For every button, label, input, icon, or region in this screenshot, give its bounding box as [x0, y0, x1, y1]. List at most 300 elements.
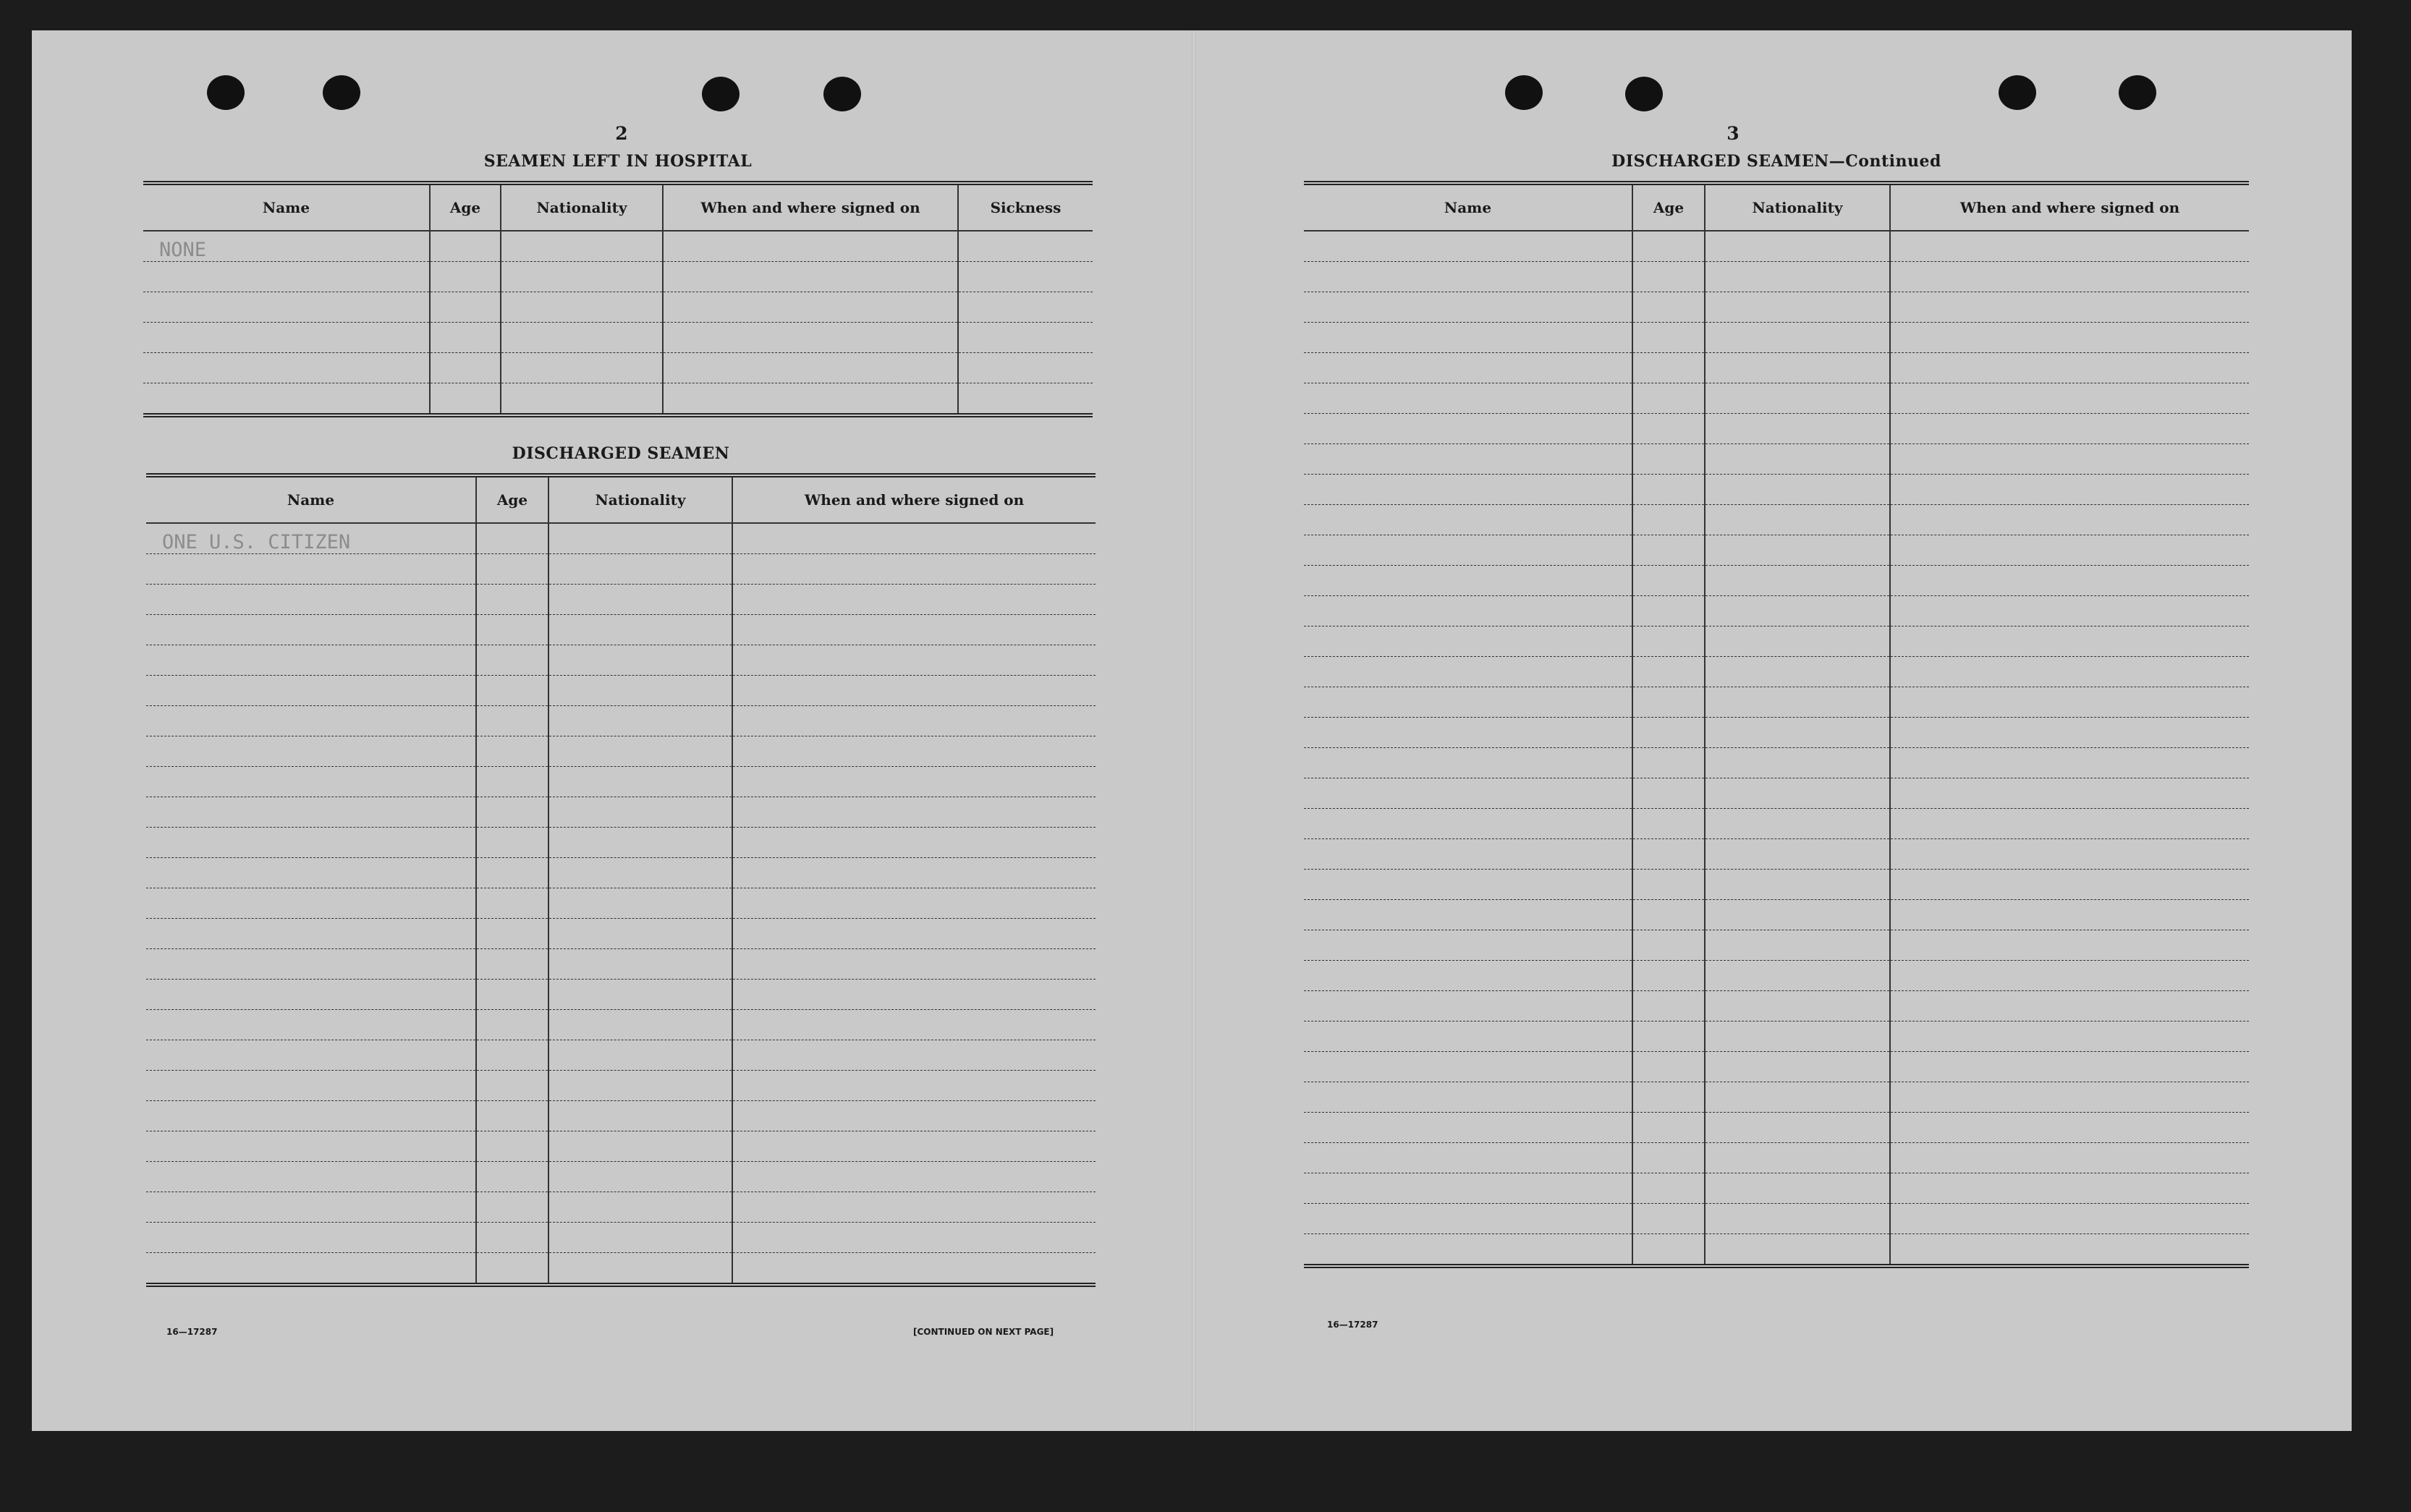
table-cell: [1705, 505, 1890, 535]
name-cell: [146, 736, 476, 767]
table-cell: [548, 1223, 732, 1253]
table-cell: [1890, 991, 2249, 1022]
table-row: [146, 858, 1096, 888]
table-row: [1304, 414, 2249, 444]
table-cell: [548, 797, 732, 828]
name-cell: [146, 1192, 476, 1223]
name-cell: [146, 919, 476, 949]
table-header-row: [143, 183, 1093, 231]
table-cell: [476, 706, 548, 736]
table-cell: [476, 858, 548, 888]
name-cell: [1304, 870, 1632, 900]
name-cell: [146, 888, 476, 919]
name-cell: [1304, 961, 1632, 991]
table-row: [146, 676, 1096, 706]
table-cell: [548, 858, 732, 888]
table-cell: [548, 767, 732, 797]
name-cell: [146, 676, 476, 706]
column-header-nationality: Nationality: [501, 183, 663, 231]
table-cell: [1705, 323, 1890, 353]
name-cell: [146, 554, 476, 585]
table-cell: [1705, 596, 1890, 627]
table-cell: [1890, 627, 2249, 657]
table-cell: [732, 1101, 1096, 1131]
name-cell: ONE U.S. CITIZEN: [146, 523, 476, 554]
table-cell: [1890, 930, 2249, 961]
name-cell: [146, 949, 476, 980]
name-cell: [146, 1071, 476, 1101]
table-row: [1304, 839, 2249, 870]
table-cell: [1705, 657, 1890, 687]
column-header-age: Age: [476, 475, 548, 523]
name-cell: [1304, 566, 1632, 596]
continued-table-body: [1304, 231, 2249, 1266]
table-row: [146, 736, 1096, 767]
table-cell: [1890, 535, 2249, 566]
discharged-section-title: DISCHARGED SEAMEN: [512, 444, 730, 463]
name-cell: [1304, 505, 1632, 535]
name-cell: [143, 323, 430, 353]
table-cell: [430, 231, 501, 262]
table-row: [1304, 1052, 2249, 1082]
table-cell: [476, 585, 548, 615]
column-header-sickness: Sickness: [958, 183, 1093, 231]
table-cell: [1632, 1173, 1705, 1204]
table-cell: [476, 1223, 548, 1253]
table-row: [1304, 1234, 2249, 1267]
table-cell: [1632, 323, 1705, 353]
column-header-name: Name: [1304, 183, 1632, 231]
table-cell: [548, 1131, 732, 1162]
table-cell: [1705, 748, 1890, 778]
table-cell: [476, 676, 548, 706]
table-row: [1304, 383, 2249, 414]
table-cell: [476, 949, 548, 980]
table-cell: [732, 828, 1096, 858]
name-cell: [1304, 1022, 1632, 1052]
table-cell: [663, 292, 958, 323]
table-cell: [476, 797, 548, 828]
table-row: [146, 919, 1096, 949]
table-row: [146, 1071, 1096, 1101]
table-cell: [958, 353, 1093, 383]
name-cell: [1304, 1173, 1632, 1204]
table-cell: [476, 1131, 548, 1162]
form-number: 16—17287: [1327, 1320, 1378, 1330]
table-cell: [1705, 778, 1890, 809]
discharged-table-body: [146, 523, 1096, 1285]
name-cell: [146, 615, 476, 645]
table-cell: [1632, 1143, 1705, 1173]
column-header-nationality: Nationality: [1705, 183, 1890, 231]
table-cell: [732, 1131, 1096, 1162]
table-cell: [663, 231, 958, 262]
name-cell: [1304, 930, 1632, 961]
name-cell: [1304, 596, 1632, 627]
table-cell: [476, 1040, 548, 1071]
table-cell: [732, 554, 1096, 585]
table-cell: [1890, 1022, 2249, 1052]
name-cell: [1304, 657, 1632, 687]
table-cell: [1890, 353, 2249, 383]
table-row: [143, 383, 1093, 416]
form-number: 16—17287: [166, 1327, 218, 1337]
table-row: [1304, 718, 2249, 748]
name-cell: [1304, 231, 1632, 262]
table-cell: [663, 353, 958, 383]
table-cell: [1632, 1234, 1705, 1267]
table-cell: [1705, 687, 1890, 718]
table-cell: [1705, 1204, 1890, 1234]
table-cell: [1705, 566, 1890, 596]
page-number: 2: [615, 123, 628, 144]
table-cell: [1890, 900, 2249, 930]
table-cell: [501, 353, 663, 383]
name-cell: [146, 1253, 476, 1286]
table-cell: [1705, 1082, 1890, 1113]
table-cell: [548, 554, 732, 585]
table-cell: [732, 1223, 1096, 1253]
table-cell: [1632, 748, 1705, 778]
name-cell: [146, 828, 476, 858]
table-row: [146, 585, 1096, 615]
name-cell: [1304, 1143, 1632, 1173]
table-cell: [1632, 505, 1705, 535]
table-cell: [1632, 262, 1705, 292]
table-cell: [430, 353, 501, 383]
table-cell: [1890, 748, 2249, 778]
table-cell: [732, 615, 1096, 645]
table-header-row: [146, 475, 1096, 523]
name-cell: [143, 262, 430, 292]
column-header-age: Age: [1632, 183, 1705, 231]
table-cell: [732, 767, 1096, 797]
table-cell: [1890, 687, 2249, 718]
table-cell: [1632, 292, 1705, 323]
table-row: [1304, 444, 2249, 475]
table-row: [1304, 1143, 2249, 1173]
name-cell: [146, 1040, 476, 1071]
table-cell: [1705, 262, 1890, 292]
table-row: [1304, 900, 2249, 930]
table-row: [1304, 475, 2249, 505]
table-cell: [548, 676, 732, 706]
name-cell: [1304, 323, 1632, 353]
table-cell: [548, 980, 732, 1010]
table-cell: [476, 919, 548, 949]
table-cell: [1890, 505, 2249, 535]
table-cell: [1890, 1052, 2249, 1082]
discharged-table: [146, 473, 1096, 1287]
table-cell: [476, 1162, 548, 1192]
table-cell: [476, 888, 548, 919]
table-cell: [501, 323, 663, 353]
table-cell: [1890, 1143, 2249, 1173]
table-cell: [663, 383, 958, 416]
name-cell: [146, 1010, 476, 1040]
table-cell: [1632, 839, 1705, 870]
table-cell: [1632, 444, 1705, 475]
document-sheet: [32, 30, 2352, 1431]
table-row: [1304, 566, 2249, 596]
name-cell: [146, 645, 476, 676]
name-cell: [1304, 383, 1632, 414]
table-cell: [1705, 535, 1890, 566]
table-cell: [1890, 657, 2249, 687]
discharged-continued-table: [1304, 181, 2249, 1268]
name-cell: [1304, 748, 1632, 778]
table-cell: [1890, 414, 2249, 444]
table-row: [146, 828, 1096, 858]
table-cell: [501, 292, 663, 323]
table-row: [1304, 778, 2249, 809]
continued-note: [CONTINUED ON NEXT PAGE]: [913, 1327, 1054, 1337]
table-cell: [1705, 991, 1890, 1022]
table-cell: [1890, 870, 2249, 900]
table-cell: [1705, 961, 1890, 991]
table-cell: [732, 980, 1096, 1010]
table-row: [1304, 292, 2249, 323]
table-cell: [1632, 1204, 1705, 1234]
table-cell: [1632, 596, 1705, 627]
title-suffix: —Continued: [1829, 152, 1941, 171]
table-cell: [1632, 627, 1705, 657]
table-cell: [476, 615, 548, 645]
table-row: [1304, 657, 2249, 687]
column-header-age: Age: [430, 183, 501, 231]
table-cell: [548, 1192, 732, 1223]
title-main: DISCHARGED SEAMEN: [1611, 152, 1829, 171]
table-row: [1304, 1022, 2249, 1052]
table-row: [146, 949, 1096, 980]
table-row: [146, 1101, 1096, 1131]
name-cell: [146, 706, 476, 736]
table-cell: [1890, 961, 2249, 991]
name-cell: [1304, 718, 1632, 748]
table-cell: [1705, 809, 1890, 839]
table-row: [146, 1223, 1096, 1253]
table-row: [1304, 353, 2249, 383]
table-cell: [1890, 231, 2249, 262]
table-cell: [1705, 353, 1890, 383]
column-header-signed-on: When and where signed on: [663, 183, 958, 231]
table-cell: [732, 1162, 1096, 1192]
table-cell: [548, 949, 732, 980]
table-cell: [1705, 231, 1890, 262]
table-cell: [476, 1071, 548, 1101]
name-cell: [146, 585, 476, 615]
name-cell: [146, 980, 476, 1010]
table-cell: [1632, 475, 1705, 505]
table-cell: [548, 1040, 732, 1071]
table-cell: [663, 323, 958, 353]
name-cell: [1304, 292, 1632, 323]
table-cell: [1890, 718, 2249, 748]
table-cell: [1890, 1204, 2249, 1234]
table-cell: [732, 585, 1096, 615]
table-cell: [1632, 1052, 1705, 1082]
table-cell: [548, 523, 732, 554]
table-cell: [1705, 1234, 1890, 1267]
table-cell: [732, 523, 1096, 554]
table-cell: [1890, 1113, 2249, 1143]
table-cell: [1632, 900, 1705, 930]
table-cell: [1632, 870, 1705, 900]
name-cell: [146, 1101, 476, 1131]
table-cell: [1632, 930, 1705, 961]
table-cell: [732, 919, 1096, 949]
page-number: 3: [1726, 123, 1740, 144]
table-cell: [1705, 1173, 1890, 1204]
table-row: [143, 353, 1093, 383]
table-cell: [1890, 262, 2249, 292]
table-header-row: [1304, 183, 2249, 231]
table-cell: [732, 1040, 1096, 1071]
table-cell: [430, 292, 501, 323]
name-cell: [1304, 991, 1632, 1022]
column-header-name: Name: [146, 475, 476, 523]
table-cell: [1705, 839, 1890, 870]
table-cell: [1705, 718, 1890, 748]
table-cell: [732, 888, 1096, 919]
table-row: [1304, 748, 2249, 778]
table-cell: [430, 323, 501, 353]
table-row: [1304, 930, 2249, 961]
table-cell: [1890, 323, 2249, 353]
table-cell: [548, 828, 732, 858]
hospital-table-body: [143, 231, 1093, 415]
table-row: [143, 323, 1093, 353]
table-cell: [476, 1192, 548, 1223]
column-header-signed-on: When and where signed on: [732, 475, 1096, 523]
table-cell: [732, 1071, 1096, 1101]
table-row: [143, 231, 1093, 262]
table-cell: [958, 231, 1093, 262]
table-cell: [1890, 809, 2249, 839]
table-cell: [732, 676, 1096, 706]
table-row: [1304, 627, 2249, 657]
column-header-name: Name: [143, 183, 430, 231]
table-row: [146, 615, 1096, 645]
table-row: [143, 262, 1093, 292]
table-cell: [1890, 778, 2249, 809]
table-row: [1304, 687, 2249, 718]
table-row: [146, 554, 1096, 585]
table-cell: [548, 1253, 732, 1286]
table-row: [1304, 505, 2249, 535]
table-cell: [1890, 292, 2249, 323]
table-row: [146, 1040, 1096, 1071]
table-cell: [732, 1010, 1096, 1040]
table-cell: [476, 828, 548, 858]
table-row: [146, 797, 1096, 828]
name-cell: [1304, 262, 1632, 292]
table-cell: [1632, 657, 1705, 687]
table-cell: [1632, 1113, 1705, 1143]
column-header-nationality: Nationality: [548, 475, 732, 523]
table-row: [1304, 1082, 2249, 1113]
table-cell: [1890, 839, 2249, 870]
table-cell: [476, 645, 548, 676]
name-cell: [1304, 1082, 1632, 1113]
table-row: [1304, 1113, 2249, 1143]
table-cell: [732, 736, 1096, 767]
name-cell: NONE: [143, 231, 430, 262]
hospital-section-title: SEAMEN LEFT IN HOSPITAL: [483, 152, 753, 171]
table-cell: [1705, 292, 1890, 323]
name-cell: [1304, 1113, 1632, 1143]
table-row: [146, 888, 1096, 919]
table-cell: [1890, 1173, 2249, 1204]
table-row: [146, 1162, 1096, 1192]
table-cell: [476, 980, 548, 1010]
table-cell: [663, 262, 958, 292]
table-cell: [1632, 414, 1705, 444]
table-cell: [1705, 870, 1890, 900]
name-cell: [1304, 444, 1632, 475]
table-cell: [1890, 383, 2249, 414]
table-cell: [1890, 596, 2249, 627]
table-cell: [732, 1253, 1096, 1286]
name-cell: [143, 383, 430, 416]
table-row: [146, 645, 1096, 676]
table-cell: [548, 1071, 732, 1101]
name-cell: [143, 292, 430, 323]
name-cell: [1304, 1204, 1632, 1234]
table-cell: [1632, 535, 1705, 566]
table-cell: [1632, 1082, 1705, 1113]
name-cell: [1304, 475, 1632, 505]
table-cell: [548, 615, 732, 645]
table-row: [146, 980, 1096, 1010]
table-row: [1304, 961, 2249, 991]
table-row: [1304, 870, 2249, 900]
table-row: [146, 1192, 1096, 1223]
table-cell: [1705, 1113, 1890, 1143]
name-cell: [1304, 414, 1632, 444]
table-row: [143, 292, 1093, 323]
table-cell: [548, 1162, 732, 1192]
table-cell: [1632, 383, 1705, 414]
table-cell: [732, 645, 1096, 676]
name-cell: [146, 1131, 476, 1162]
table-cell: [501, 231, 663, 262]
table-cell: [548, 645, 732, 676]
table-row: [1304, 231, 2249, 262]
table-row: [146, 706, 1096, 736]
table-cell: [1632, 991, 1705, 1022]
discharged-continued-title: [1304, 152, 2249, 171]
name-cell: [1304, 778, 1632, 809]
table-cell: [732, 1192, 1096, 1223]
table-cell: [476, 1101, 548, 1131]
table-cell: [1632, 687, 1705, 718]
table-cell: [958, 323, 1093, 353]
table-cell: [476, 523, 548, 554]
table-cell: [1705, 1022, 1890, 1052]
name-cell: [1304, 687, 1632, 718]
name-cell: [143, 353, 430, 383]
name-cell: [1304, 839, 1632, 870]
table-cell: [501, 262, 663, 292]
table-cell: [1705, 1052, 1890, 1082]
table-cell: [1705, 414, 1890, 444]
table-cell: [476, 767, 548, 797]
table-cell: [732, 949, 1096, 980]
table-cell: [1705, 475, 1890, 505]
table-row: [146, 1253, 1096, 1286]
table-cell: [732, 706, 1096, 736]
